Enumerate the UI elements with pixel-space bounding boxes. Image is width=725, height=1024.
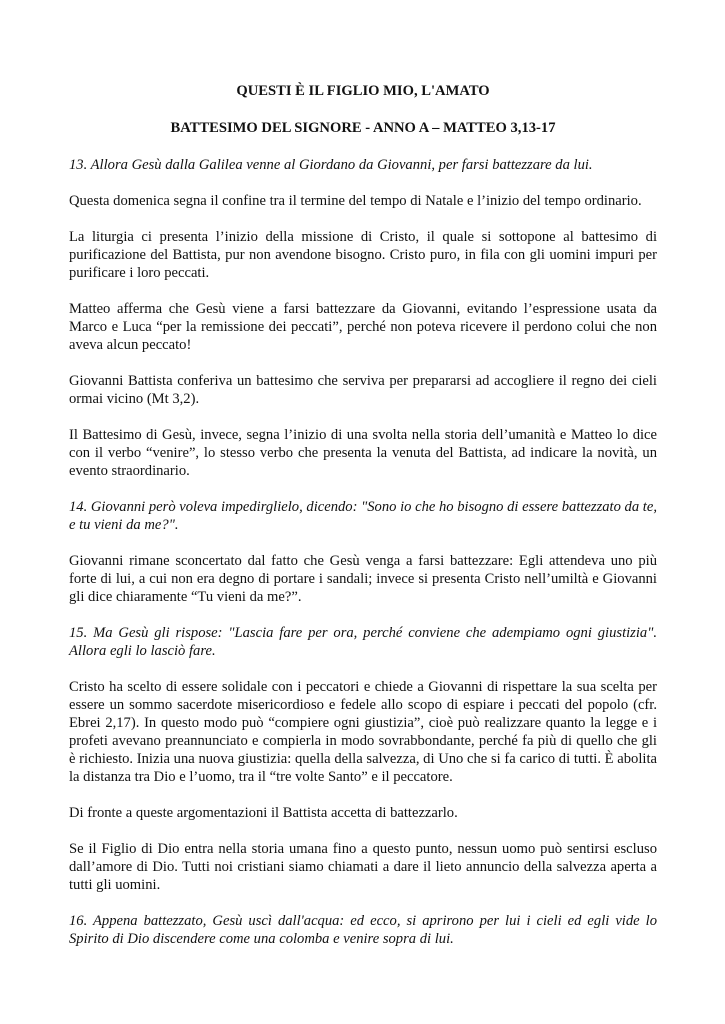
commentary-paragraph: La liturgia ci presenta l’inizio della missione di Cristo, il quale si sottopone al battesimo di purificazione del Battista, pur non avendone bisogno. Cristo puro, in fila con gli uomini impuri per purificare i loro peccati. [69, 229, 657, 281]
gospel-verse-15: 15. Ma Gesù gli rispose: "Lascia fare per ora, perché conviene che adempiamo ogni giustizia". Allora egli lo lasciò fare. [69, 625, 657, 659]
document-page [69, 82, 657, 948]
commentary-paragraph: Giovanni rimane sconcertato dal fatto che Gesù venga a farsi battezzare: Egli attendeva uno più forte di lui, a cui non era degno di portare i sandali; invece si presenta Cristo nell’umiltà e Giovanni gli dice chiaramente “Tu vieni da me?”. [69, 553, 657, 605]
commentary-paragraph: Se il Figlio di Dio entra nella storia umana fino a questo punto, nessun uomo può sentirsi escluso dall’amore di Dio. Tutti noi cristiani siamo chiamati a dare il lieto annuncio della salvezza aperta a tutti gli uomini. [69, 841, 657, 893]
commentary-paragraph: Di fronte a queste argomentazioni il Battista accetta di battezzarlo. [69, 805, 458, 821]
commentary-paragraph: Il Battesimo di Gesù, invece, segna l’inizio di una svolta nella storia dell’umanità e Matteo lo dice con il verbo “venire”, lo stesso verbo che presenta la venuta del Battista, ad indicare la novità, un evento straordinario. [69, 427, 657, 479]
commentary-paragraph: Questa domenica segna il confine tra il termine del tempo di Natale e l’inizio del tempo ordinario. [69, 193, 642, 209]
commentary-paragraph: Matteo afferma che Gesù viene a farsi battezzare da Giovanni, evitando l’espressione usata da Marco e Luca “per la remissione dei peccati”, perché non poteva ricevere il perdono colui che non aveva alcun peccato! [69, 301, 657, 353]
document-title: QUESTI È IL FIGLIO MIO, L'AMATO [236, 83, 490, 99]
gospel-verse-16: 16. Appena battezzato, Gesù uscì dall'acqua: ed ecco, si aprirono per lui i cieli ed egli vide lo Spirito di Dio discendere come una colomba e venire sopra di lui. [69, 913, 657, 947]
commentary-paragraph: Giovanni Battista conferiva un battesimo che serviva per prepararsi ad accogliere il regno dei cieli ormai vicino (Mt 3,2). [69, 373, 657, 407]
gospel-verse-13: 13. Allora Gesù dalla Galilea venne al Giordano da Giovanni, per farsi battezzare da lui. [69, 157, 593, 173]
commentary-paragraph: Cristo ha scelto di essere solidale con i peccatori e chiede a Giovanni di rispettare la sua scelta per essere un sommo sacerdote misericordioso e fedele allo scopo di espiare i peccati del popolo (cfr. Ebrei 2,17). In questo modo può “compiere ogni giustizia”, cioè può realizzare quanto la legge e i profeti avevano preannunciato e compierla in modo sovrabbondante, perché fa più di quello che gli è richiesto. Inizia una nuova giustizia: quella della salvezza, di Uno che si fa carico di tutti. È abolita la distanza tra Dio e l’uomo, tra il “tre volte Santo” e il peccatore. [69, 679, 657, 785]
document-subtitle: BATTESIMO DEL SIGNORE - ANNO A – MATTEO 3,13-17 [170, 120, 556, 136]
gospel-verse-14: 14. Giovanni però voleva impedirglielo, dicendo: "Sono io che ho bisogno di essere battezzato da te, e tu vieni da me?". [69, 499, 657, 533]
